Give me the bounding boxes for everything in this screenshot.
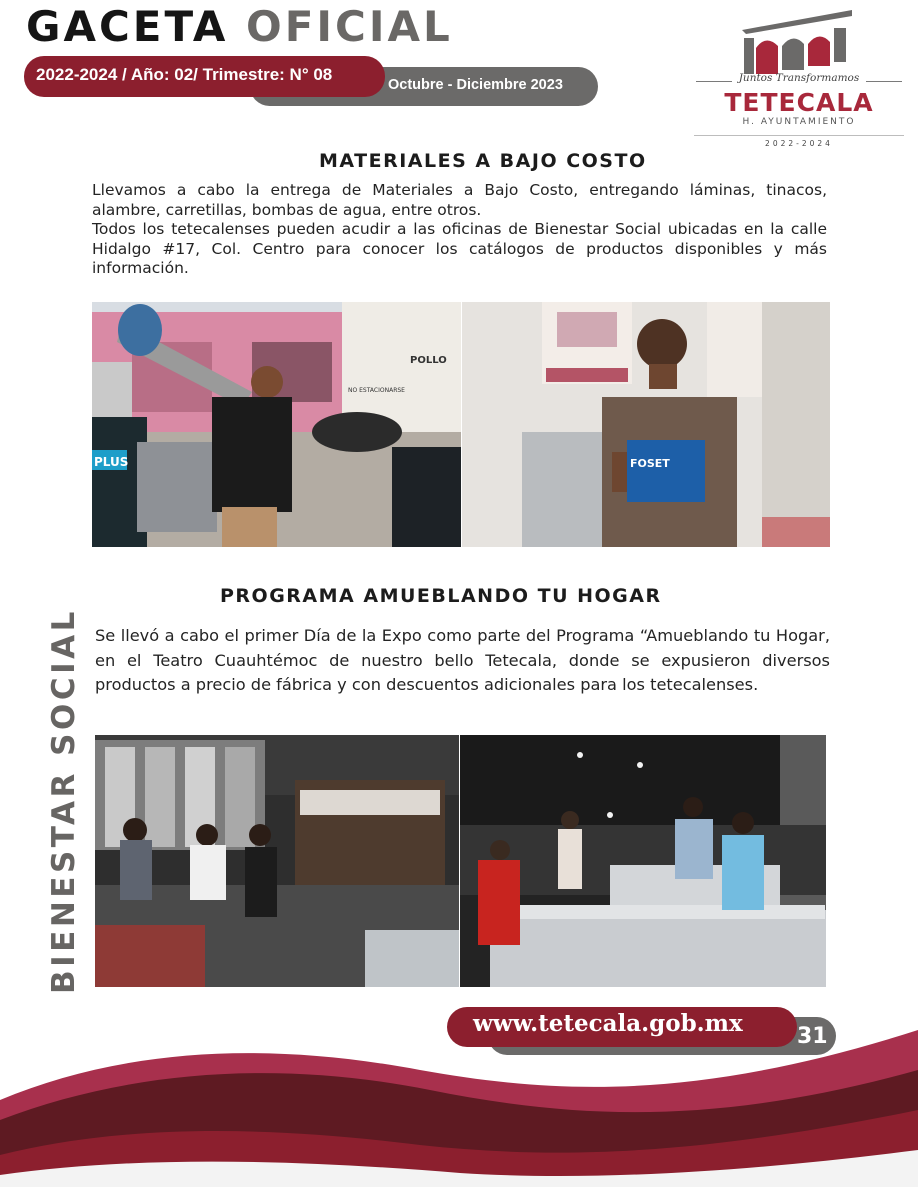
section1-paragraph-1: Llevamos a cabo la entrega de Materiales a Bajo Costo, entregando láminas, tinacos, alambre, carretillas, bombas de agua, entre otros. bbox=[92, 181, 827, 219]
section1-paragraph-2: Todos los tetecalenses pueden acudir a las oficinas de Bienestar Social ubicadas en la calle Hidalgo #17, Col. Centro para conocer los catálogos de productos disponibles y más información. bbox=[92, 220, 827, 277]
logo-subtitle: H. AYUNTAMIENTO bbox=[742, 117, 856, 127]
section2-heading: PROGRAMA AMUEBLANDO TU HOGAR bbox=[220, 585, 662, 607]
edition-text: 2022-2024 / Año: 02/ Trimestre: N° 08 bbox=[36, 65, 333, 84]
photo-expo-furniture bbox=[95, 735, 459, 987]
section2-text bbox=[95, 624, 830, 698]
section1-heading: MATERIALES A BAJO COSTO bbox=[319, 150, 647, 172]
section2-paragraph: Se llevó a cabo el primer Día de la Expo como parte del Programa “Amueblando tu Hogar, en el Teatro Cuauhtémoc de nuestro bello Tetecala, donde se expusieron diversos productos a precio de fábrica y con descuentos adicionales para los tetecalenses. bbox=[95, 626, 830, 694]
tank-label-text: PLUS bbox=[94, 455, 129, 469]
photo-street-delivery bbox=[92, 302, 461, 547]
logo-rule-right bbox=[866, 81, 902, 82]
box-brand-text: FOSET bbox=[630, 457, 670, 470]
shop-sign-text: POLLO bbox=[410, 355, 447, 366]
section1-text bbox=[92, 181, 827, 279]
period-text: Octubre - Diciembre 2023 bbox=[388, 77, 563, 93]
gazette-title-word-1: GACETA bbox=[26, 2, 229, 51]
gazette-title-word-2: OFICIAL bbox=[246, 2, 453, 51]
logo-years: 2022-2024 bbox=[765, 139, 833, 148]
page-number: 31 bbox=[797, 1024, 828, 1049]
section-side-label: BIENESTAR SOCIAL bbox=[46, 608, 82, 994]
photo-expo-mattresses bbox=[460, 735, 826, 987]
logo-name: TETECALA bbox=[724, 88, 874, 117]
arches-icon bbox=[694, 8, 904, 78]
wall-sign-text: NO ESTACIONARSE bbox=[348, 387, 405, 394]
photo-office-delivery bbox=[462, 302, 830, 547]
website-url[interactable]: www.tetecala.gob.mx bbox=[473, 1010, 743, 1037]
gazette-title bbox=[26, 2, 453, 51]
logo-motto: Juntos Transformamos bbox=[738, 72, 860, 84]
tetecala-logo bbox=[694, 8, 904, 148]
